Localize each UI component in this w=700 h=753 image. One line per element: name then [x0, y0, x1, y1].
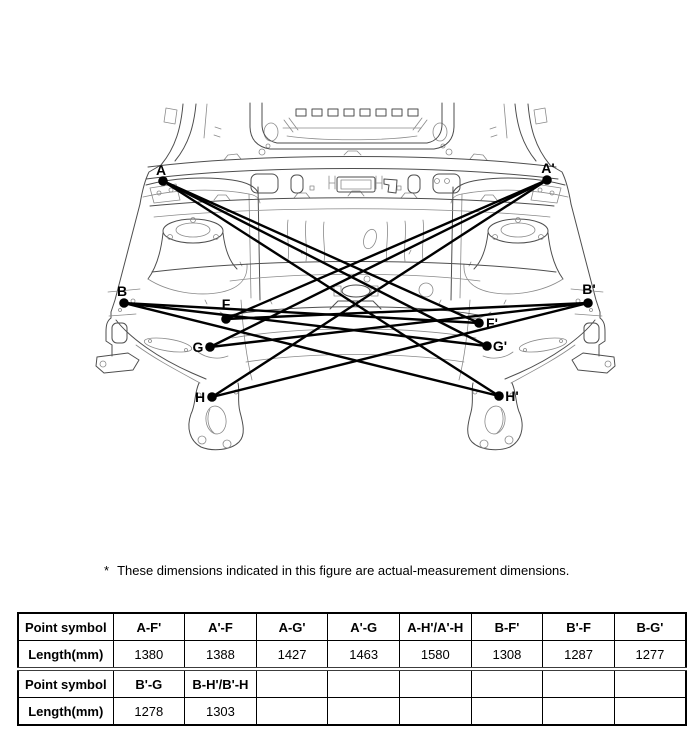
measurement-point-G	[205, 342, 215, 352]
point-symbol-cell	[543, 669, 615, 698]
length-value-cell: 1380	[113, 641, 185, 670]
point-label-F': F'	[486, 315, 498, 331]
footnote	[104, 563, 569, 578]
point-symbol-cell: A'-F	[185, 613, 257, 641]
length-value-cell	[614, 698, 686, 726]
measurement-line-A'-F	[226, 180, 547, 319]
measurement-point-F	[221, 314, 231, 324]
point-symbol-cell	[400, 669, 472, 698]
measurement-point-B'	[583, 298, 593, 308]
point-label-H': H'	[505, 388, 519, 404]
point-symbol-cell: B'-F	[543, 613, 615, 641]
measurement-point-G'	[482, 341, 492, 351]
length-value-cell	[256, 698, 328, 726]
point-symbol-cell: B-F'	[471, 613, 543, 641]
measurement-point-H'	[494, 391, 504, 401]
length-value-cell: 1308	[471, 641, 543, 670]
length-value-cell: 1278	[113, 698, 185, 726]
length-value-cell: 1303	[185, 698, 257, 726]
length-value-cell	[471, 698, 543, 726]
point-symbol-cell	[614, 669, 686, 698]
length-value-cell	[328, 698, 400, 726]
point-symbol-cell: A-F'	[113, 613, 185, 641]
point-symbol-cell	[328, 669, 400, 698]
point-label-B: B	[116, 283, 128, 299]
point-symbol-cell: B-G'	[614, 613, 686, 641]
table-row	[18, 698, 686, 726]
point-label-A': A'	[541, 160, 555, 176]
row-header-cell: Point symbol	[18, 669, 113, 698]
footnote-asterisk: *	[104, 563, 110, 578]
point-label-B': B'	[582, 281, 596, 297]
measurement-point-F'	[474, 318, 484, 328]
footnote-text: These dimensions indicated in this figure are actual-measurement dimensions.	[117, 563, 570, 578]
row-header-cell: Point symbol	[18, 613, 113, 641]
length-value-cell: 1287	[543, 641, 615, 670]
measurement-line-A-H'	[163, 181, 499, 396]
length-value-cell: 1277	[614, 641, 686, 670]
length-value-cell: 1427	[256, 641, 328, 670]
length-value-cell: 1580	[400, 641, 472, 670]
row-header-cell: Length(mm)	[18, 641, 113, 670]
measurement-point-H	[207, 392, 217, 402]
point-symbol-cell: B-H'/B'-H	[185, 669, 257, 698]
point-label-F: F	[221, 296, 231, 312]
car-body-illustration	[96, 103, 615, 450]
row-header-cell: Length(mm)	[18, 698, 113, 726]
measurement-point-B	[119, 298, 129, 308]
length-value-cell: 1463	[328, 641, 400, 670]
measurement-line-A-F'	[163, 181, 479, 323]
point-label-H: H	[194, 389, 206, 405]
measurement-line-A'-H	[212, 180, 547, 397]
point-label-A: A	[155, 162, 167, 178]
point-symbol-cell: A'-G	[328, 613, 400, 641]
point-label-G': G'	[492, 338, 508, 354]
dimensions-table	[17, 612, 687, 726]
point-label-G: G	[192, 339, 204, 355]
measurement-line-B-F'	[124, 303, 479, 323]
table-row	[18, 613, 686, 641]
point-symbol-cell	[256, 669, 328, 698]
measurement-line-B'-G	[210, 303, 588, 347]
table-row	[18, 669, 686, 698]
measurement-point-A'	[542, 175, 552, 185]
point-symbol-cell: A-G'	[256, 613, 328, 641]
length-value-cell	[400, 698, 472, 726]
length-value-cell	[543, 698, 615, 726]
measurement-line-B-H'	[124, 303, 499, 396]
length-value-cell: 1388	[185, 641, 257, 670]
measurement-lines	[124, 180, 588, 397]
table-row	[18, 641, 686, 670]
point-symbol-cell	[471, 669, 543, 698]
point-symbol-cell: B'-G	[113, 669, 185, 698]
point-symbol-cell: A-H'/A'-H	[400, 613, 472, 641]
